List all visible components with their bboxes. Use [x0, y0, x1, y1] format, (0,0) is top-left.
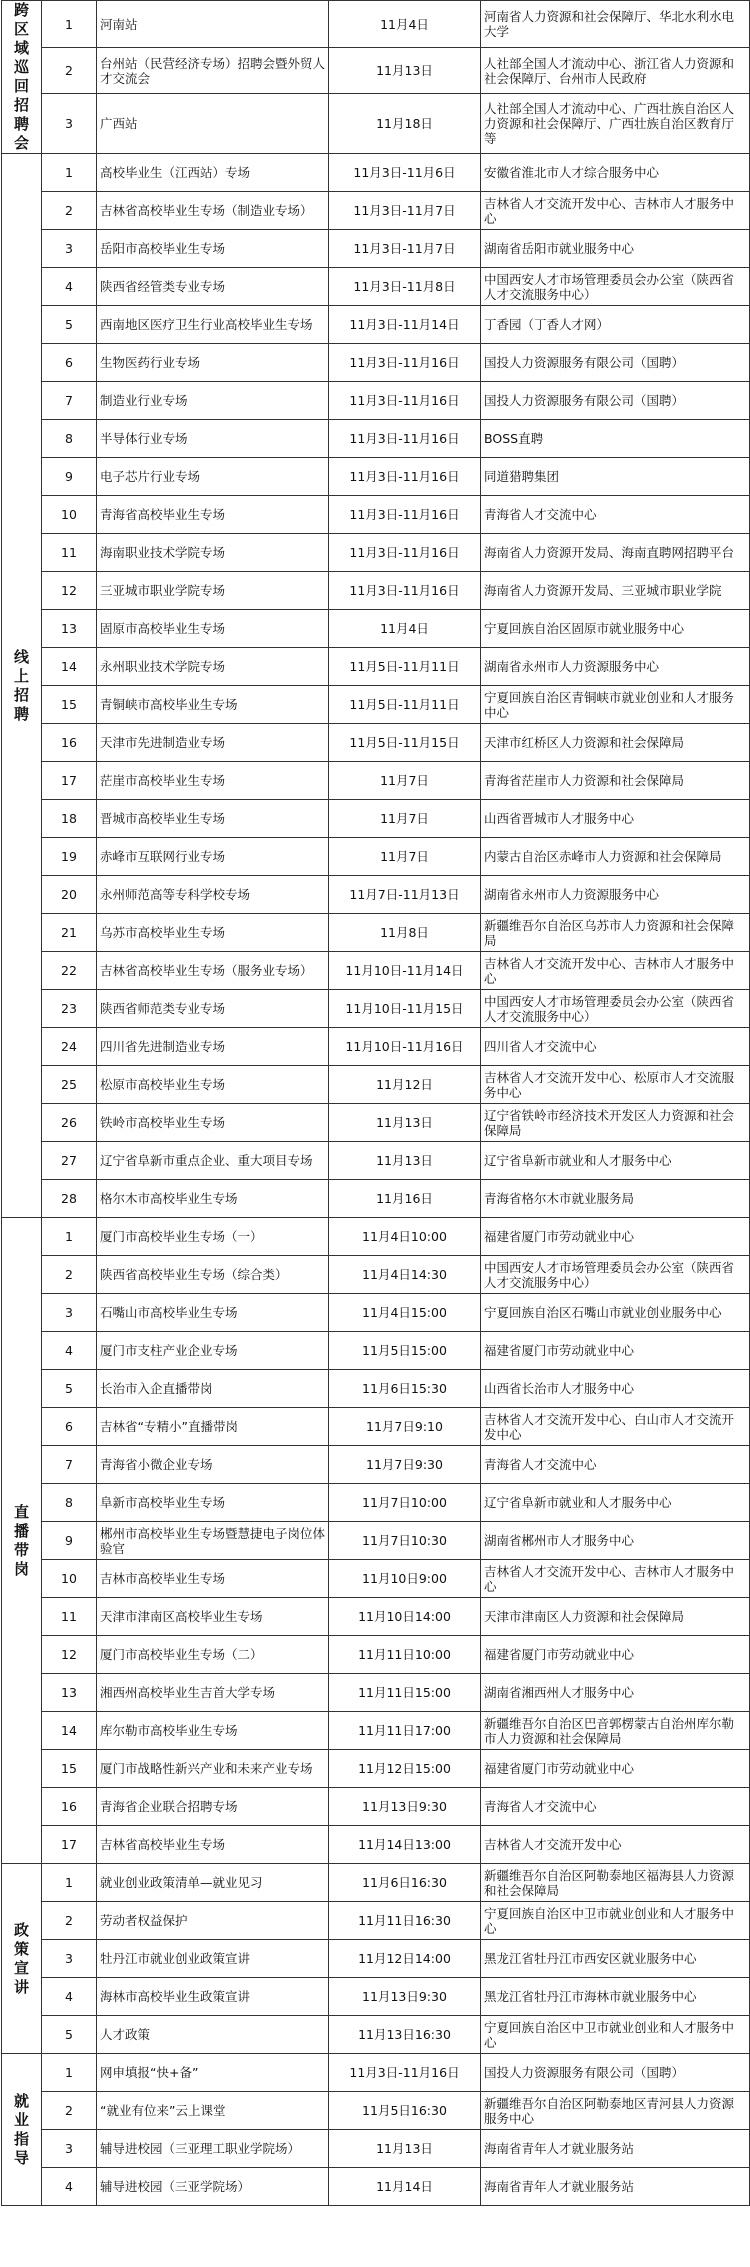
organizer-cell: 宁夏回族自治区石嘴山市就业创业服务中心: [481, 1294, 750, 1332]
table-row: [2, 800, 750, 838]
row-number-cell: 7: [42, 382, 97, 420]
event-date-cell: 11月10日-11月15日: [329, 990, 481, 1028]
organizer-cell: 湖南省郴州市人才服务中心: [481, 1522, 750, 1560]
organizer-cell: 吉林省人才交流开发中心: [481, 1826, 750, 1864]
event-date-cell: 11月7日: [329, 762, 481, 800]
event-date-cell: 11月5日15:00: [329, 1332, 481, 1370]
row-number-cell: 9: [42, 1522, 97, 1560]
table-row: [2, 496, 750, 534]
organizer-cell: 青海省茫崖市人力资源和社会保障局: [481, 762, 750, 800]
organizer-cell: 宁夏回族自治区青铜峡市就业创业和人才服务中心: [481, 686, 750, 724]
organizer-cell: 新疆维吾尔自治区阿勒泰地区青河县人力资源服务中心: [481, 2092, 750, 2130]
table-row: [2, 686, 750, 724]
event-name-cell: 吉林省高校毕业生专场: [97, 1826, 329, 1864]
event-date-cell: 11月13日: [329, 1104, 481, 1142]
event-name-cell: 厦门市战略性新兴产业和未来产业专场: [97, 1750, 329, 1788]
event-name-cell: 晋城市高校毕业生专场: [97, 800, 329, 838]
row-number-cell: 2: [42, 48, 97, 94]
organizer-cell: 青海省格尔木市就业服务局: [481, 1180, 750, 1218]
row-number-cell: 6: [42, 1408, 97, 1446]
event-date-cell: 11月7日9:30: [329, 1446, 481, 1484]
event-name-cell: 吉林省高校毕业生专场（制造业专场）: [97, 192, 329, 230]
event-date-cell: 11月16日: [329, 1180, 481, 1218]
row-number-cell: 1: [42, 2054, 97, 2092]
event-date-cell: 11月13日16:30: [329, 2016, 481, 2054]
table-row: [2, 1522, 750, 1560]
organizer-cell: 黑龙江省牡丹江市海林市就业服务中心: [481, 1978, 750, 2016]
event-name-cell: 乌苏市高校毕业生专场: [97, 914, 329, 952]
event-date-cell: 11月10日-11月16日: [329, 1028, 481, 1066]
organizer-cell: 福建省厦门市劳动就业中心: [481, 1636, 750, 1674]
category-cell: [2, 1218, 42, 1864]
organizer-cell: 湖南省永州市人力资源服务中心: [481, 648, 750, 686]
table-row: [2, 838, 750, 876]
event-date-cell: 11月3日-11月16日: [329, 458, 481, 496]
event-name-cell: 郴州市高校毕业生专场暨慧捷电子岗位体验官: [97, 1522, 329, 1560]
event-name-cell: 松原市高校毕业生专场: [97, 1066, 329, 1104]
table-row: [2, 1142, 750, 1180]
organizer-cell: 山西省晋城市人才服务中心: [481, 800, 750, 838]
event-date-cell: 11月14日13:00: [329, 1826, 481, 1864]
event-name-cell: 陕西省经管类专业专场: [97, 268, 329, 306]
organizer-cell: 吉林省人才交流开发中心、松原市人才交流服务中心: [481, 1066, 750, 1104]
table-row: [2, 762, 750, 800]
row-number-cell: 13: [42, 610, 97, 648]
event-name-cell: 厦门市高校毕业生专场（一）: [97, 1218, 329, 1256]
category-label: 就业指导: [13, 2091, 29, 2167]
row-number-cell: 27: [42, 1142, 97, 1180]
organizer-cell: 海南省人力资源开发局、三亚城市职业学院: [481, 572, 750, 610]
event-name-cell: 湘西州高校毕业生吉首大学专场: [97, 1674, 329, 1712]
event-date-cell: 11月4日10:00: [329, 1218, 481, 1256]
table-row: [2, 1028, 750, 1066]
table-row: [2, 990, 750, 1028]
event-date-cell: 11月3日-11月6日: [329, 154, 481, 192]
event-name-cell: 赤峰市互联网行业专场: [97, 838, 329, 876]
table-row: [2, 914, 750, 952]
event-date-cell: 11月18日: [329, 94, 481, 154]
table-row: [2, 1864, 750, 1902]
row-number-cell: 17: [42, 762, 97, 800]
table-row: [2, 1370, 750, 1408]
event-date-cell: 11月3日-11月14日: [329, 306, 481, 344]
row-number-cell: 18: [42, 800, 97, 838]
table-row: [2, 1446, 750, 1484]
table-row: [2, 48, 750, 94]
row-number-cell: 7: [42, 1446, 97, 1484]
row-number-cell: 25: [42, 1066, 97, 1104]
event-name-cell: 铁岭市高校毕业生专场: [97, 1104, 329, 1142]
row-number-cell: 14: [42, 648, 97, 686]
row-number-cell: 15: [42, 686, 97, 724]
row-number-cell: 8: [42, 1484, 97, 1522]
event-name-cell: “就业有位来”云上课堂: [97, 2092, 329, 2130]
event-date-cell: 11月13日: [329, 48, 481, 94]
event-date-cell: 11月4日: [329, 1, 481, 48]
row-number-cell: 2: [42, 2092, 97, 2130]
row-number-cell: 15: [42, 1750, 97, 1788]
event-date-cell: 11月4日14:30: [329, 1256, 481, 1294]
event-date-cell: 11月13日: [329, 1142, 481, 1180]
row-number-cell: 5: [42, 1370, 97, 1408]
table-row: [2, 1256, 750, 1294]
organizer-cell: 海南省青年人才就业服务站: [481, 2130, 750, 2168]
table-row: [2, 2016, 750, 2054]
event-name-cell: 青海省高校毕业生专场: [97, 496, 329, 534]
event-date-cell: 11月12日15:00: [329, 1750, 481, 1788]
row-number-cell: 20: [42, 876, 97, 914]
organizer-cell: 中国西安人才市场管理委员会办公室（陕西省人才交流服务中心）: [481, 990, 750, 1028]
category-cell: [2, 2054, 42, 2206]
event-name-cell: 天津市先进制造业专场: [97, 724, 329, 762]
event-name-cell: 陕西省师范类专业专场: [97, 990, 329, 1028]
row-number-cell: 14: [42, 1712, 97, 1750]
row-number-cell: 1: [42, 1218, 97, 1256]
table-row: [2, 154, 750, 192]
organizer-cell: 青海省人才交流中心: [481, 1788, 750, 1826]
table-row: [2, 534, 750, 572]
row-number-cell: 13: [42, 1674, 97, 1712]
organizer-cell: 国投人力资源服务有限公司（国聘）: [481, 344, 750, 382]
organizer-cell: 四川省人才交流中心: [481, 1028, 750, 1066]
row-number-cell: 22: [42, 952, 97, 990]
table-row: [2, 2092, 750, 2130]
organizer-cell: 福建省厦门市劳动就业中心: [481, 1750, 750, 1788]
event-date-cell: 11月3日-11月16日: [329, 534, 481, 572]
event-date-cell: 11月10日9:00: [329, 1560, 481, 1598]
category-cell: [2, 1, 42, 154]
event-date-cell: 11月7日: [329, 800, 481, 838]
row-number-cell: 3: [42, 2130, 97, 2168]
event-date-cell: 11月13日: [329, 2130, 481, 2168]
event-date-cell: 11月3日-11月16日: [329, 420, 481, 458]
organizer-cell: 国投人力资源服务有限公司（国聘）: [481, 382, 750, 420]
organizer-cell: 山西省长治市人才服务中心: [481, 1370, 750, 1408]
event-name-cell: 厦门市支柱产业企业专场: [97, 1332, 329, 1370]
event-date-cell: 11月7日-11月13日: [329, 876, 481, 914]
event-date-cell: 11月3日-11月16日: [329, 382, 481, 420]
event-name-cell: 辽宁省阜新市重点企业、重大项目专场: [97, 1142, 329, 1180]
table-row: [2, 1180, 750, 1218]
organizer-cell: 海南省青年人才就业服务站: [481, 2168, 750, 2206]
organizer-cell: 辽宁省铁岭市经济技术开发区人力资源和社会保障局: [481, 1104, 750, 1142]
event-name-cell: 天津市津南区高校毕业生专场: [97, 1598, 329, 1636]
row-number-cell: 3: [42, 1940, 97, 1978]
organizer-cell: 中国西安人才市场管理委员会办公室（陕西省人才交流服务中心）: [481, 1256, 750, 1294]
event-name-cell: 青海省小微企业专场: [97, 1446, 329, 1484]
event-date-cell: 11月4日: [329, 610, 481, 648]
row-number-cell: 23: [42, 990, 97, 1028]
event-name-cell: 半导体行业专场: [97, 420, 329, 458]
table-body: [2, 1, 750, 2206]
table-row: [2, 1636, 750, 1674]
row-number-cell: 12: [42, 572, 97, 610]
row-number-cell: 21: [42, 914, 97, 952]
event-name-cell: 青海省企业联合招聘专场: [97, 1788, 329, 1826]
event-date-cell: 11月7日10:00: [329, 1484, 481, 1522]
event-name-cell: 永州职业技术学院专场: [97, 648, 329, 686]
event-date-cell: 11月13日9:30: [329, 1978, 481, 2016]
event-date-cell: 11月5日-11月11日: [329, 686, 481, 724]
event-name-cell: 电子芯片行业专场: [97, 458, 329, 496]
row-number-cell: 3: [42, 1294, 97, 1332]
row-number-cell: 1: [42, 154, 97, 192]
event-name-cell: 岳阳市高校毕业生专场: [97, 230, 329, 268]
organizer-cell: 宁夏回族自治区中卫市就业创业和人才服务中心: [481, 1902, 750, 1940]
row-number-cell: 8: [42, 420, 97, 458]
organizer-cell: 黑龙江省牡丹江市西安区就业服务中心: [481, 1940, 750, 1978]
table-row: [2, 1484, 750, 1522]
event-date-cell: 11月8日: [329, 914, 481, 952]
table-row: [2, 382, 750, 420]
organizer-cell: 福建省厦门市劳动就业中心: [481, 1218, 750, 1256]
table-row: [2, 1294, 750, 1332]
row-number-cell: 28: [42, 1180, 97, 1218]
category-label: 直播带岗: [13, 1502, 29, 1578]
row-number-cell: 9: [42, 458, 97, 496]
row-number-cell: 6: [42, 344, 97, 382]
table-row: [2, 1066, 750, 1104]
event-date-cell: 11月10日14:00: [329, 1598, 481, 1636]
category-cell: [2, 154, 42, 1218]
table-row: [2, 94, 750, 154]
row-number-cell: 11: [42, 534, 97, 572]
event-name-cell: 河南站: [97, 1, 329, 48]
event-name-cell: 吉林市高校毕业生专场: [97, 1560, 329, 1598]
table-row: [2, 230, 750, 268]
table-row: [2, 1940, 750, 1978]
table-row: [2, 1788, 750, 1826]
event-name-cell: 海南职业技术学院专场: [97, 534, 329, 572]
row-number-cell: 5: [42, 2016, 97, 2054]
event-name-cell: 人才政策: [97, 2016, 329, 2054]
category-label: 线上招聘: [13, 647, 29, 723]
organizer-cell: 国投人力资源服务有限公司（国聘）: [481, 2054, 750, 2092]
organizer-cell: 福建省厦门市劳动就业中心: [481, 1332, 750, 1370]
organizer-cell: 宁夏回族自治区固原市就业服务中心: [481, 610, 750, 648]
row-number-cell: 4: [42, 1978, 97, 2016]
event-date-cell: 11月10日-11月14日: [329, 952, 481, 990]
event-name-cell: 石嘴山市高校毕业生专场: [97, 1294, 329, 1332]
organizer-cell: 吉林省人才交流开发中心、吉林市人才服务中心: [481, 1560, 750, 1598]
event-name-cell: 阜新市高校毕业生专场: [97, 1484, 329, 1522]
event-date-cell: 11月13日9:30: [329, 1788, 481, 1826]
event-date-cell: 11月11日15:00: [329, 1674, 481, 1712]
table-row: [2, 572, 750, 610]
table-row: [2, 724, 750, 762]
event-name-cell: 陕西省高校毕业生专场（综合类）: [97, 1256, 329, 1294]
row-number-cell: 10: [42, 496, 97, 534]
table-row: [2, 1104, 750, 1142]
table-row: [2, 1826, 750, 1864]
table-row: [2, 876, 750, 914]
row-number-cell: 4: [42, 268, 97, 306]
table-row: [2, 1218, 750, 1256]
organizer-cell: 同道猎聘集团: [481, 458, 750, 496]
event-date-cell: 11月3日-11月16日: [329, 2054, 481, 2092]
event-date-cell: 11月14日: [329, 2168, 481, 2206]
row-number-cell: 10: [42, 1560, 97, 1598]
event-name-cell: 高校毕业生（江西站）专场: [97, 154, 329, 192]
row-number-cell: 12: [42, 1636, 97, 1674]
event-name-cell: 永州师范高等专科学校专场: [97, 876, 329, 914]
table-row: [2, 648, 750, 686]
row-number-cell: 5: [42, 306, 97, 344]
table-row: [2, 2130, 750, 2168]
recruitment-schedule-table: [1, 0, 750, 2206]
row-number-cell: 16: [42, 724, 97, 762]
event-date-cell: 11月11日17:00: [329, 1712, 481, 1750]
event-date-cell: 11月12日: [329, 1066, 481, 1104]
organizer-cell: 吉林省人才交流开发中心、吉林市人才服务中心: [481, 192, 750, 230]
table-row: [2, 1978, 750, 2016]
event-name-cell: 就业创业政策清单—就业见习: [97, 1864, 329, 1902]
table-row: [2, 306, 750, 344]
row-number-cell: 3: [42, 94, 97, 154]
organizer-cell: 安徽省淮北市人才综合服务中心: [481, 154, 750, 192]
table-row: [2, 1750, 750, 1788]
table-row: [2, 1598, 750, 1636]
event-date-cell: 11月3日-11月16日: [329, 496, 481, 534]
event-name-cell: 台州站（民营经济专场）招聘会暨外贸人才交流会: [97, 48, 329, 94]
category-label: 政策宣讲: [13, 1920, 29, 1996]
event-date-cell: 11月7日10:30: [329, 1522, 481, 1560]
table-row: [2, 952, 750, 990]
event-date-cell: 11月3日-11月16日: [329, 344, 481, 382]
table-row: [2, 1560, 750, 1598]
event-name-cell: 广西站: [97, 94, 329, 154]
event-date-cell: 11月6日16:30: [329, 1864, 481, 1902]
organizer-cell: 宁夏回族自治区中卫市就业创业和人才服务中心: [481, 2016, 750, 2054]
organizer-cell: 湖南省永州市人力资源服务中心: [481, 876, 750, 914]
organizer-cell: 新疆维吾尔自治区乌苏市人力资源和社会保障局: [481, 914, 750, 952]
row-number-cell: 24: [42, 1028, 97, 1066]
row-number-cell: 2: [42, 192, 97, 230]
table-row: [2, 420, 750, 458]
event-name-cell: 三亚城市职业学院专场: [97, 572, 329, 610]
event-name-cell: 辅导进校园（三亚学院场）: [97, 2168, 329, 2206]
organizer-cell: 人社部全国人才流动中心、浙江省人力资源和社会保障厅、台州市人民政府: [481, 48, 750, 94]
organizer-cell: 辽宁省阜新市就业和人才服务中心: [481, 1142, 750, 1180]
organizer-cell: 青海省人才交流中心: [481, 1446, 750, 1484]
event-name-cell: 辅导进校园（三亚理工职业学院场）: [97, 2130, 329, 2168]
event-date-cell: 11月5日-11月15日: [329, 724, 481, 762]
row-number-cell: 1: [42, 1864, 97, 1902]
event-date-cell: 11月11日16:30: [329, 1902, 481, 1940]
event-name-cell: 牡丹江市就业创业政策宣讲: [97, 1940, 329, 1978]
row-number-cell: 2: [42, 1902, 97, 1940]
table-row: [2, 344, 750, 382]
table-row: [2, 1902, 750, 1940]
event-name-cell: 青铜峡市高校毕业生专场: [97, 686, 329, 724]
organizer-cell: 新疆维吾尔自治区巴音郭楞蒙古自治州库尔勒市人力资源和社会保障局: [481, 1712, 750, 1750]
category-label: 跨区域巡回招聘会: [13, 1, 29, 152]
table-row: [2, 1712, 750, 1750]
table-row: [2, 1, 750, 48]
event-date-cell: 11月7日9:10: [329, 1408, 481, 1446]
row-number-cell: 4: [42, 2168, 97, 2206]
organizer-cell: 天津市红桥区人力资源和社会保障局: [481, 724, 750, 762]
event-name-cell: 吉林省高校毕业生专场（服务业专场）: [97, 952, 329, 990]
organizer-cell: 中国西安人才市场管理委员会办公室（陕西省人才交流服务中心）: [481, 268, 750, 306]
event-name-cell: 四川省先进制造业专场: [97, 1028, 329, 1066]
event-name-cell: 固原市高校毕业生专场: [97, 610, 329, 648]
event-date-cell: 11月6日15:30: [329, 1370, 481, 1408]
row-number-cell: 11: [42, 1598, 97, 1636]
table-row: [2, 1332, 750, 1370]
event-name-cell: 吉林省“专精小”直播带岗: [97, 1408, 329, 1446]
table-row: [2, 610, 750, 648]
table-row: [2, 192, 750, 230]
table-row: [2, 1674, 750, 1712]
row-number-cell: 19: [42, 838, 97, 876]
event-date-cell: 11月3日-11月8日: [329, 268, 481, 306]
category-cell: [2, 1864, 42, 2054]
organizer-cell: 吉林省人才交流开发中心、吉林市人才服务中心: [481, 952, 750, 990]
table-row: [2, 268, 750, 306]
row-number-cell: 17: [42, 1826, 97, 1864]
event-date-cell: 11月7日: [329, 838, 481, 876]
organizer-cell: 辽宁省阜新市就业和人才服务中心: [481, 1484, 750, 1522]
table-row: [2, 2054, 750, 2092]
event-name-cell: 劳动者权益保护: [97, 1902, 329, 1940]
organizer-cell: 河南省人力资源和社会保障厅、华北水利水电大学: [481, 1, 750, 48]
row-number-cell: 1: [42, 1, 97, 48]
event-name-cell: 长治市入企直播带岗: [97, 1370, 329, 1408]
event-date-cell: 11月11日10:00: [329, 1636, 481, 1674]
organizer-cell: 天津市津南区人力资源和社会保障局: [481, 1598, 750, 1636]
organizer-cell: 湖南省岳阳市就业服务中心: [481, 230, 750, 268]
row-number-cell: 3: [42, 230, 97, 268]
organizer-cell: 海南省人力资源开发局、海南直聘网招聘平台: [481, 534, 750, 572]
event-name-cell: 海林市高校毕业生政策宣讲: [97, 1978, 329, 2016]
row-number-cell: 4: [42, 1332, 97, 1370]
event-name-cell: 厦门市高校毕业生专场（二）: [97, 1636, 329, 1674]
event-date-cell: 11月4日15:00: [329, 1294, 481, 1332]
organizer-cell: 内蒙古自治区赤峰市人力资源和社会保障局: [481, 838, 750, 876]
event-name-cell: 茫崖市高校毕业生专场: [97, 762, 329, 800]
table-row: [2, 458, 750, 496]
event-name-cell: 库尔勒市高校毕业生专场: [97, 1712, 329, 1750]
organizer-cell: 青海省人才交流中心: [481, 496, 750, 534]
organizer-cell: 吉林省人才交流开发中心、白山市人才交流开发中心: [481, 1408, 750, 1446]
event-name-cell: 制造业行业专场: [97, 382, 329, 420]
organizer-cell: 人社部全国人才流动中心、广西壮族自治区人力资源和社会保障厅、广西壮族自治区教育厅等: [481, 94, 750, 154]
event-date-cell: 11月5日16:30: [329, 2092, 481, 2130]
organizer-cell: 丁香园（丁香人才网）: [481, 306, 750, 344]
event-name-cell: 网申填报“快+备”: [97, 2054, 329, 2092]
event-name-cell: 西南地区医疗卫生行业高校毕业生专场: [97, 306, 329, 344]
event-date-cell: 11月3日-11月7日: [329, 192, 481, 230]
organizer-cell: 湖南省湘西州人才服务中心: [481, 1674, 750, 1712]
event-name-cell: 生物医药行业专场: [97, 344, 329, 382]
event-date-cell: 11月3日-11月7日: [329, 230, 481, 268]
event-date-cell: 11月3日-11月16日: [329, 572, 481, 610]
organizer-cell: 新疆维吾尔自治区阿勒泰地区福海县人力资源和社会保障局: [481, 1864, 750, 1902]
event-name-cell: 格尔木市高校毕业生专场: [97, 1180, 329, 1218]
event-date-cell: 11月12日14:00: [329, 1940, 481, 1978]
table-row: [2, 1408, 750, 1446]
event-date-cell: 11月5日-11月11日: [329, 648, 481, 686]
row-number-cell: 16: [42, 1788, 97, 1826]
organizer-cell: BOSS直聘: [481, 420, 750, 458]
table-row: [2, 2168, 750, 2206]
row-number-cell: 2: [42, 1256, 97, 1294]
row-number-cell: 26: [42, 1104, 97, 1142]
